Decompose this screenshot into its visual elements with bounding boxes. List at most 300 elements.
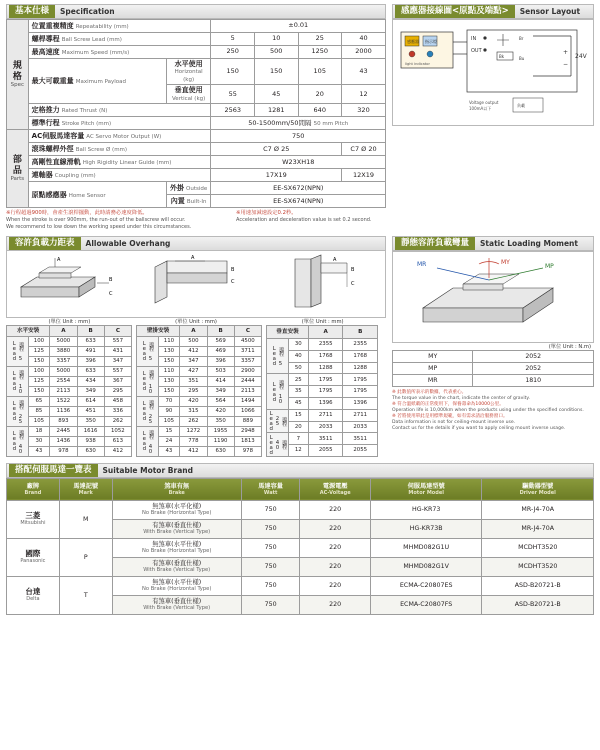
specification-section (6, 4, 386, 231)
c: 1955 (207, 426, 234, 436)
motor-brand-tab-label: 搭配伺服馬達一覽表 (9, 464, 98, 477)
mark-cell-m: M (59, 500, 112, 538)
driver-model-cell: ASD-B20721-B (482, 595, 594, 614)
c: 412 (104, 446, 131, 456)
c: 347 (104, 356, 131, 366)
brand-cell-panasonic: 國際 Panasonic (7, 538, 60, 576)
c: 3357 (50, 356, 77, 366)
oh1-g0: 導程 5 Lead (7, 336, 29, 366)
value-bsdia-1: C7 Ø 25 (211, 143, 342, 156)
value-speed-3: 1250 (298, 46, 342, 59)
table-row (7, 182, 386, 195)
c: 5000 (50, 336, 77, 346)
value-h-4: 43 (342, 59, 386, 85)
oh3-g0: 導程 5 Lead (267, 338, 289, 373)
static-loading-diagram (392, 251, 594, 343)
moment-value-my: 2052 (473, 350, 594, 362)
table-row (7, 59, 386, 85)
row-label-servo-output: AC伺服馬達容量 AC Servo Motor Output (W) (28, 130, 211, 143)
static-note-cn-2: ※ 符合溫紙載的正常使用下，保養壽命為10000公里。 (392, 401, 504, 407)
static-note-cn-3: ※ 若將使用單此是用標準規範，如有需求請洽服務窗口。 (392, 413, 508, 419)
c: 614 (77, 396, 104, 406)
oh1-g3: 導程 40 Lead (7, 426, 29, 456)
sensor-layout-sub-label: Sensor Layout (519, 7, 581, 16)
oh2-title: 壁掛安裝 (137, 325, 180, 336)
group-parts-label: 部品 Parts (7, 130, 29, 208)
c: 1768 (343, 350, 378, 362)
th-mark: 馬達記號 Mark (59, 478, 112, 500)
row-label-coupling: 連軸器 Coupling (mm) (28, 169, 211, 182)
note-en-1: When the stroke is over 900mm, the run-out of the ballscrew will occur. (6, 217, 186, 224)
c: 458 (104, 396, 131, 406)
value-lead-3: 25 (298, 33, 342, 46)
c: 30 (288, 338, 308, 350)
voltage-cell: 220 (300, 500, 370, 519)
c: 15 (158, 426, 180, 436)
svg-text:Voltage output: Voltage output (469, 100, 499, 105)
oh1-g2: 導程 25 Lead (7, 396, 29, 426)
c: 1272 (180, 426, 207, 436)
table-row (7, 325, 132, 336)
c: 349 (207, 386, 234, 396)
c: 351 (180, 376, 207, 386)
svg-text:Br: Br (519, 36, 524, 41)
c: 1066 (234, 406, 261, 416)
c: 500 (180, 336, 207, 346)
c: 1396 (308, 397, 343, 409)
table-row (7, 500, 594, 519)
c: 2948 (234, 426, 261, 436)
th-driver-model: 驅動器型號 Driver Model (482, 478, 594, 500)
c: 889 (234, 416, 261, 426)
c: 2113 (50, 386, 77, 396)
table-row (137, 325, 262, 336)
c: 2900 (234, 366, 261, 376)
c: 295 (104, 386, 131, 396)
c: 503 (207, 366, 234, 376)
c: 778 (180, 436, 207, 446)
c: 1795 (343, 386, 378, 398)
svg-text:A: A (57, 256, 61, 263)
row-sub-horizontal: 水平使用 Horizontal (kg) (166, 59, 211, 85)
svg-text:C: C (231, 278, 235, 285)
table-row (7, 104, 386, 117)
svg-text:B: B (231, 266, 235, 273)
static-loading-header (392, 236, 594, 251)
value-thrust-1: 2563 (211, 104, 255, 117)
c: 1288 (308, 362, 343, 374)
c: 2355 (308, 338, 343, 350)
c: 1768 (308, 350, 343, 362)
c: 2033 (308, 421, 343, 433)
c: 3357 (234, 356, 261, 366)
moment-value-mp: 2052 (473, 362, 594, 374)
c: 564 (207, 396, 234, 406)
table-row (267, 374, 378, 386)
oh3-g3: 導程 40 Lead (268, 434, 287, 455)
c: 100 (28, 366, 50, 376)
c: 18 (28, 426, 50, 436)
overhang-units-row (6, 318, 386, 325)
svg-text:+: + (563, 49, 569, 56)
value-v-3: 20 (298, 85, 342, 104)
table-row (137, 426, 262, 436)
overhang-table-horizontal (6, 325, 132, 457)
row-label-ballscrew-lead: 螺桿導程 Ball Screw Lead (mm) (28, 33, 211, 46)
value-v-1: 55 (211, 85, 255, 104)
brake-cell: 無煞車(水平仕樣) No Brake (Horizontal Type) (112, 576, 241, 595)
c: 1052 (104, 426, 131, 436)
oh2-h-a: A (180, 325, 207, 336)
c: 2711 (343, 409, 378, 421)
c: 15 (288, 409, 308, 421)
oh2-g2: 導程 25 Lead (137, 396, 159, 426)
oh3-h-b: B (343, 325, 378, 338)
group-spec-label: 規格 Spec (7, 20, 29, 130)
svg-text:MR: MR (417, 260, 427, 268)
svg-text:100mA以下: 100mA以下 (469, 106, 492, 111)
c: 20 (288, 421, 308, 433)
row-label-rated-thrust: 定格推力 Rated Thrust (N) (28, 104, 211, 117)
overhang-diagram-vertical (261, 253, 383, 315)
static-loading-notes (392, 390, 594, 432)
value-v-4: 12 (342, 85, 386, 104)
sensor-layout-tab-label: 感應器接線圖<原點及端點> (395, 5, 515, 18)
value-lead-2: 10 (254, 33, 298, 46)
c: 350 (207, 416, 234, 426)
table-row (7, 576, 594, 595)
c: 557 (104, 336, 131, 346)
c: 613 (104, 436, 131, 446)
value-v-2: 45 (254, 85, 298, 104)
c: 35 (288, 386, 308, 398)
value-thrust-2: 1281 (254, 104, 298, 117)
c: 3511 (343, 433, 378, 445)
table-row (267, 409, 378, 421)
c: 110 (158, 366, 180, 376)
motor-brand-header (6, 463, 594, 478)
c: 1813 (234, 436, 261, 446)
c: 569 (207, 336, 234, 346)
overhang-tables (6, 325, 386, 457)
value-speed-2: 500 (254, 46, 298, 59)
c: 434 (77, 376, 104, 386)
oh2-h-c: C (234, 325, 261, 336)
moment-axes-svg (393, 252, 593, 343)
voltage-cell: 220 (300, 538, 370, 557)
specification-tab-label: 基本仕様 (9, 5, 55, 18)
voltage-cell: 220 (300, 576, 370, 595)
row-sub-builtin: 內置 Built-In (166, 195, 211, 208)
svg-text:light indicator: light indicator (405, 62, 430, 66)
c: 630 (207, 446, 234, 456)
c: 396 (207, 356, 234, 366)
mark-cell-t: T (59, 576, 112, 614)
value-linear-guide: W23XH18 (211, 156, 386, 169)
oh3-g2: 導程 25 Lead (268, 411, 287, 432)
svg-text:感應器: 感應器 (407, 39, 419, 44)
c: 262 (180, 416, 207, 426)
oh1-h-b: B (77, 325, 104, 336)
c: 130 (158, 346, 180, 356)
c: 100 (28, 336, 50, 346)
overhang-tab-label: 容許負載力距表 (9, 237, 81, 250)
moment-label-mr: MR (393, 374, 473, 386)
value-h-3: 105 (298, 59, 342, 85)
note-cn-1: ※行程超過900時，會產生滾桿擺動，此時請務必速度降低。 (6, 210, 148, 217)
oh2-g0: 導程 5 Lead (137, 336, 159, 366)
table-row (137, 366, 262, 376)
svg-text:Bk: Bk (499, 54, 505, 59)
c: 50 (288, 362, 308, 374)
motor-model-cell: HG-KR73B (370, 519, 482, 538)
svg-text:MY: MY (501, 258, 510, 266)
c: 2113 (234, 386, 261, 396)
brake-cell: 無煞車(水平化樣) No Brake (Horizontal Type) (112, 500, 241, 519)
table-row (7, 20, 386, 33)
c: 431 (104, 346, 131, 356)
row-overhang-static (6, 236, 594, 457)
table-row (7, 33, 386, 46)
brake-cell: 有煞車(垂直仕樣) With Brake (Vertical Type) (112, 557, 241, 576)
value-repeatability: ±0.01 (211, 20, 386, 33)
static-note-en-1: The torque value in the chart, indicate the center of gravity. (392, 395, 530, 401)
oh2-g3: 導程 40 Lead (137, 426, 159, 456)
c: 412 (180, 346, 207, 356)
c: 295 (180, 386, 207, 396)
value-thrust-3: 640 (298, 104, 342, 117)
c: 349 (77, 386, 104, 396)
c: 1288 (343, 362, 378, 374)
c: 24 (158, 436, 180, 446)
value-stroke-pitch: 50-1500mm/50間隔 50 mm Pitch (211, 117, 386, 130)
static-note-en-4: Contact us for the details if you want to apply ceiling mount inverse usage. (392, 425, 566, 431)
table-row (7, 336, 132, 346)
c: 978 (50, 446, 77, 456)
c: 633 (77, 366, 104, 376)
oh2-h-b: B (207, 325, 234, 336)
c: 1616 (77, 426, 104, 436)
row-label-home-sensor: 原點感應器 Home Sensor (28, 182, 166, 208)
c: 30 (28, 436, 50, 446)
svg-text:B: B (109, 276, 113, 283)
overhang-table-vertical (266, 325, 378, 457)
moment-label-mp: MP (393, 362, 473, 374)
table-row (7, 46, 386, 59)
overhang-table-wall (136, 325, 262, 457)
c: 2055 (343, 445, 378, 457)
c: 414 (207, 376, 234, 386)
c: 7 (288, 433, 308, 445)
c: 43 (28, 446, 50, 456)
c: 70 (158, 396, 180, 406)
value-coupling-2: 12X19 (342, 169, 386, 182)
c: 40 (288, 350, 308, 362)
value-lead-1: 5 (211, 33, 255, 46)
note-en-3: Acceleration and deceleration value is set 0.2 second. (236, 217, 372, 224)
watt-cell: 750 (241, 500, 300, 519)
motor-model-cell: HG-KR73 (370, 500, 482, 519)
c: 1522 (50, 396, 77, 406)
table-row (7, 156, 386, 169)
watt-cell: 750 (241, 538, 300, 557)
sensor-layout-section (392, 4, 594, 231)
c: 43 (158, 446, 180, 456)
c: 2055 (308, 445, 343, 457)
static-note-en-3: Data information is not for ceiling-mount inverse use. (392, 419, 516, 425)
c: 110 (158, 336, 180, 346)
table-row (7, 169, 386, 182)
c: 4500 (234, 336, 261, 346)
overhang-section (6, 236, 386, 457)
c: 2444 (234, 376, 261, 386)
watt-cell: 750 (241, 519, 300, 538)
c: 420 (180, 396, 207, 406)
value-servo-output: 750 (211, 130, 386, 143)
motor-model-cell: MHMD082G1U (370, 538, 482, 557)
oh1-title: 水平安裝 (7, 325, 50, 336)
row-spec-sensor (6, 4, 594, 231)
th-motor-model: 伺服馬達型號 Motor Model (370, 478, 482, 500)
table-row (267, 325, 378, 338)
c: 45 (288, 397, 308, 409)
c: 130 (158, 376, 180, 386)
table-row (137, 336, 262, 346)
table-row (7, 143, 386, 156)
table-row (7, 130, 386, 143)
driver-model-cell: MR-J4-70A (482, 500, 594, 519)
value-h-2: 150 (254, 59, 298, 85)
svg-text:IN: IN (471, 36, 477, 42)
driver-model-cell: ASD-B20721-B (482, 576, 594, 595)
c: 350 (77, 416, 104, 426)
static-note-en-2: Operation life is 10,000km when the products using under the specified conditions. (392, 407, 584, 413)
c: 3880 (50, 346, 77, 356)
watt-cell: 750 (241, 557, 300, 576)
c: 150 (28, 386, 50, 396)
row-sub-outside: 外掛 Outside (166, 182, 211, 195)
c: 2033 (343, 421, 378, 433)
static-loading-table (392, 350, 594, 387)
sensor-wiring-diagram (392, 19, 594, 126)
th-brake: 煞車有無 Brake (112, 478, 241, 500)
svg-text:MP: MP (545, 262, 554, 270)
row-label-linear-guide: 高剛性直線滑軌 High Rigidity Linear Guide (mm) (28, 156, 211, 169)
sensor-wiring-svg (393, 20, 593, 126)
c: 491 (77, 346, 104, 356)
specification-header (6, 4, 386, 19)
c: 893 (50, 416, 77, 426)
motor-brand-section (6, 463, 594, 615)
c: 12 (288, 445, 308, 457)
row-label-repeatability: 位置重複精度 Repeatability (mm) (28, 20, 211, 33)
static-unit-label: (單位 Unit : N.m) (548, 343, 591, 350)
value-sensor-outside: EE-SX672(NPN) (211, 182, 386, 195)
table-row (267, 338, 378, 350)
oh1-h-c: C (104, 325, 131, 336)
svg-text:C: C (351, 280, 355, 287)
table-row (7, 396, 132, 406)
static-loading-sub-label: Static Loading Moment (480, 238, 578, 248)
sensor-layout-header (392, 4, 594, 19)
c: 150 (158, 386, 180, 396)
watt-cell: 750 (241, 595, 300, 614)
static-loading-section (392, 236, 594, 457)
table-row (7, 426, 132, 436)
svg-text:負載: 負載 (517, 103, 525, 108)
static-note-cn-1: ※ 此數值所表示的數據，代表重心。 (392, 389, 467, 395)
voltage-cell: 220 (300, 519, 370, 538)
note-cn-2: ※用速加減速設定0.2秒。 (236, 210, 297, 217)
note-en-2: We recommend to low down the working speed under this circumstances. (6, 224, 192, 231)
c: 938 (77, 436, 104, 446)
table-header-row (7, 478, 594, 500)
value-bsdia-2: C7 Ø 20 (342, 143, 386, 156)
c: 1436 (50, 436, 77, 446)
motor-brand-table (6, 478, 594, 615)
c: 451 (77, 406, 104, 416)
c: 2445 (50, 426, 77, 436)
svg-text:指示燈: 指示燈 (425, 39, 437, 44)
motor-model-cell: ECMA-C20807FS (370, 595, 482, 614)
oh3-title: 垂直安裝 (267, 325, 309, 338)
svg-text:OUT: OUT (471, 48, 482, 54)
c: 347 (180, 356, 207, 366)
c: 978 (234, 446, 261, 456)
c: 2355 (343, 338, 378, 350)
specification-table (6, 19, 386, 208)
c: 105 (158, 416, 180, 426)
value-speed-4: 2000 (342, 46, 386, 59)
voltage-cell: 220 (300, 557, 370, 576)
table-row (393, 350, 594, 362)
brake-cell: 無煞車(水平仕樣) No Brake (Horizontal Type) (112, 538, 241, 557)
oh3-h-a: A (308, 325, 343, 338)
motor-model-cell: MHMD082G1V (370, 557, 482, 576)
c: 1494 (234, 396, 261, 406)
value-thrust-4: 320 (342, 104, 386, 117)
c: 125 (28, 376, 50, 386)
th-voltage: 電源電壓 AC-Voltage (300, 478, 370, 500)
c: 1396 (343, 397, 378, 409)
specification-notes (6, 208, 386, 231)
moment-value-mr: 1810 (473, 374, 594, 386)
c: 262 (104, 416, 131, 426)
c: 150 (28, 356, 50, 366)
unit-label-1: (單位 Unit : mm) (48, 318, 91, 325)
brake-cell: 有煞車(垂直仕樣) With Brake (Vertical Type) (112, 519, 241, 538)
c: 1795 (308, 374, 343, 386)
c: 85 (28, 406, 50, 416)
oh3-g1: 導程 10 Lead (267, 374, 289, 409)
moment-label-my: MY (393, 350, 473, 362)
c: 315 (180, 406, 207, 416)
c: 412 (180, 446, 207, 456)
brand-cell-delta: 台達 Delta (7, 576, 60, 614)
c: 1136 (50, 406, 77, 416)
c: 469 (207, 346, 234, 356)
specification-sub-label: Specification (60, 7, 115, 16)
c: 336 (104, 406, 131, 416)
c: 25 (288, 374, 308, 386)
watt-cell: 750 (241, 576, 300, 595)
svg-text:−: − (563, 61, 569, 68)
overhang-sub-label: Allowable Overhang (85, 238, 171, 248)
th-brand: 廠牌 Brand (7, 478, 60, 500)
row-label-stroke-pitch: 標準行程 Stroke Pitch (mm) (28, 117, 211, 130)
overhang-diagrams (6, 251, 386, 318)
th-watt: 馬達容量 Watt (241, 478, 300, 500)
